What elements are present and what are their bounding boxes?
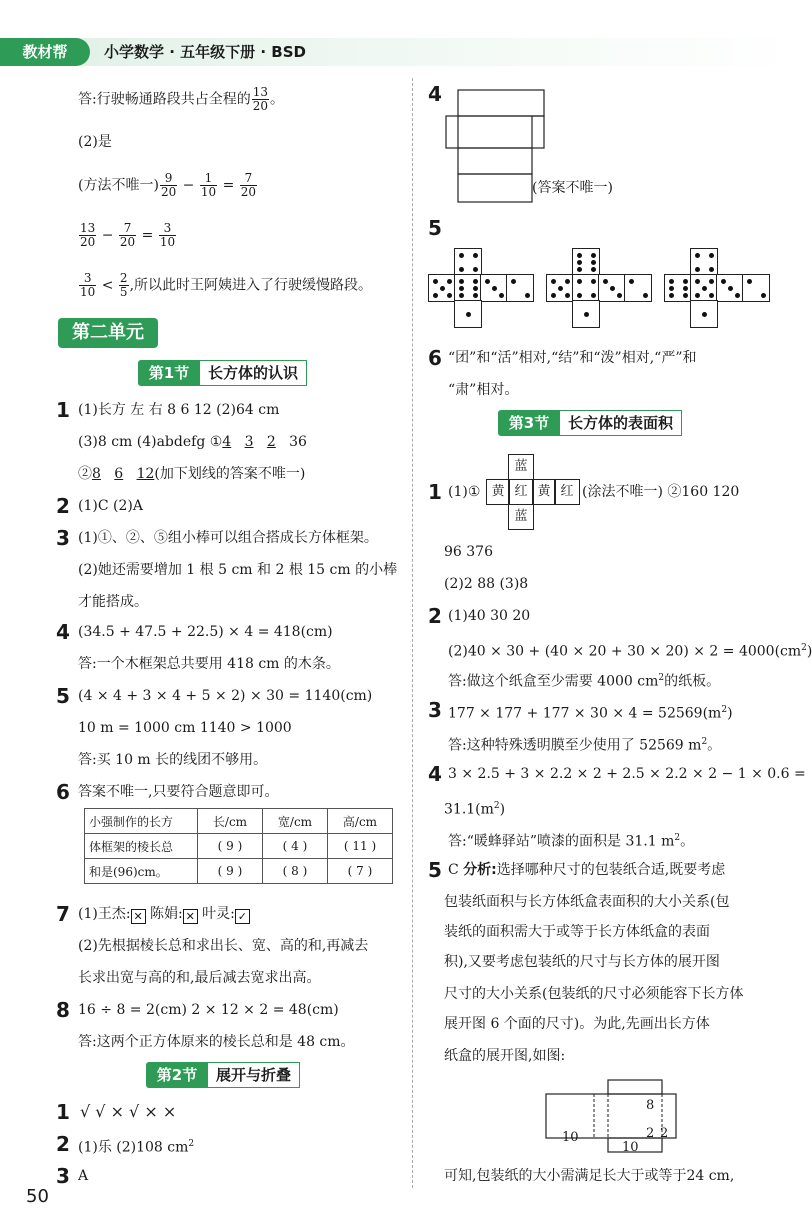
q5-line-1: (4 × 4 + 3 × 4 + 5 × 2) × 30 = 1140(cm)	[78, 688, 373, 704]
s3q5-line-4: 积),又要考虑包装纸的尺寸与长方体的展开图	[444, 954, 720, 970]
pip	[473, 286, 478, 291]
pip	[459, 279, 464, 284]
pip	[525, 293, 530, 298]
pip	[473, 293, 478, 298]
q-num-4r2: 4	[428, 762, 442, 786]
pip	[591, 267, 596, 272]
s3q5-line-6: 展开图 6 个面的尺寸)。为此,先画出长方体	[444, 1016, 710, 1032]
pip	[591, 279, 596, 284]
q3-line-1: (1)①、②、⑤组小棒可以组合搭成长方体框架。	[78, 530, 378, 546]
q4-line-1: (34.5 + 47.5 + 22.5) × 4 = 418(cm)	[78, 624, 333, 640]
die-face	[690, 274, 718, 302]
pip	[709, 267, 714, 272]
q-num-5: 5	[56, 684, 70, 708]
pip	[709, 279, 714, 284]
table-cell: 体框架的棱长总	[85, 834, 198, 859]
q6-line-1: 答案不唯一,只要符合题意即可。	[78, 784, 279, 800]
pip	[709, 293, 714, 298]
pip	[558, 286, 563, 291]
fig-label-10b: 10	[622, 1140, 639, 1155]
net-face-bottom: 蓝	[508, 504, 534, 530]
section-1-header: 第1节 长方体的认识	[138, 360, 338, 386]
die-face	[572, 274, 600, 302]
pip	[735, 293, 740, 298]
box-net-dimensions-figure	[544, 1072, 684, 1162]
s2-q3-line: A	[78, 1168, 89, 1184]
pip	[591, 253, 596, 258]
s3q5-line-3: 装纸的面积需大于或等于长方体纸盒的表面	[444, 924, 710, 940]
answer-line-3: (方法不唯一) $\frac{9}{20}$ − $\frac{1}{10}$ = $\frac{7}{20}$	[78, 171, 257, 199]
die-face	[598, 274, 626, 302]
q1-line-3: ②8 6 12(加下划线的答案不唯一)	[78, 466, 306, 482]
q-num-6r: 6	[428, 346, 442, 370]
s2-q1-line: √ √ × √ × ×	[80, 1102, 177, 1121]
pip	[511, 279, 516, 284]
q2-line: (1)C (2)A	[78, 498, 143, 514]
pip	[683, 286, 688, 291]
pip	[695, 267, 700, 272]
q-num-1b: 1	[56, 1100, 70, 1124]
pip	[492, 286, 497, 291]
q-num-3b: 3	[56, 1164, 70, 1188]
pip	[466, 312, 471, 317]
q-num-2b: 2	[56, 1132, 70, 1156]
pip	[551, 293, 556, 298]
fraction: $\frac{13}{20}$	[252, 85, 268, 113]
section-2-header: 第2节 展开与折叠	[146, 1062, 346, 1088]
s3q5-line-5: 尺寸的大小关系(包装纸的尺寸必须能容下长方体	[444, 986, 744, 1002]
pip	[721, 279, 726, 284]
s3q1-line-3: (2)2 88 (3)8	[444, 576, 529, 592]
answer-line-5: $\frac{3}{10}$ < $\frac{2}{5}$ ,所以此时王阿姨进入了行驶缓慢路段。	[80, 271, 373, 299]
s3q5-line-8: 可知,包装纸的大小需满足长大于或等于24 cm,	[444, 1168, 735, 1184]
q8-line-2: 答:这两个正方体原来的棱长总和是 48 cm。	[78, 1034, 355, 1050]
pip	[695, 293, 700, 298]
table-cell: ( 4 )	[263, 834, 328, 859]
q7-line-1: (1)王杰: ✕ 陈娟: ✕ 叶灵: ✓	[78, 904, 250, 924]
s3q2-line-2: $(2)40 \times 30 + (40 \times 20 + 30 \times 20) \times 2 = 4000(cm^2)$	[448, 643, 812, 660]
dice-nets	[428, 248, 788, 334]
cross-box-icon: ✕	[131, 909, 146, 924]
pip	[728, 286, 733, 291]
answer-line-4: $\frac{13}{20}$ − $\frac{7}{20}$ = $\frac{3}{10}$	[80, 221, 176, 249]
pip	[565, 279, 570, 284]
pip	[577, 279, 582, 284]
pip	[577, 260, 582, 265]
s3q4-line-2: $31.1(m^2)$	[444, 801, 506, 818]
die-face	[716, 274, 744, 302]
q8-line-1: 16 ÷ 8 = 2(cm) 2 × 12 × 2 = 48(cm)	[78, 1002, 339, 1018]
s3q5-line-2: 包装纸面积与长方体纸盒表面积的大小关系(包	[444, 894, 730, 910]
pip	[669, 279, 674, 284]
pip	[683, 293, 688, 298]
unit-title: 第二单元	[58, 318, 158, 348]
die-face	[572, 300, 600, 328]
q-num-8: 8	[56, 998, 70, 1022]
table-cell: ( 11 )	[328, 834, 393, 859]
die-face	[454, 248, 482, 276]
q7-line-2: (2)先根据棱长总和求出长、宽、高的和,再减去	[78, 938, 369, 954]
table-cell: ( 8 )	[263, 859, 328, 884]
q1-line-2: (3)8 cm (4)abdefg ①4 3 2 36	[78, 434, 307, 450]
box-net-figure	[444, 80, 544, 210]
table-cell: ( 7 )	[328, 859, 393, 884]
q5-line-3: 答:买 10 m 长的线团不够用。	[78, 752, 268, 768]
pip	[459, 286, 464, 291]
section-3-header: 第3节 长方体的表面积	[498, 410, 718, 436]
s3q2-line-1: (1)40 30 20	[448, 608, 531, 624]
die-face	[454, 274, 482, 302]
q-num-2r: 2	[428, 604, 442, 628]
pip	[695, 279, 700, 284]
q-num-7: 7	[56, 902, 70, 926]
pip	[629, 279, 634, 284]
r6-line-2: “肃”相对。	[448, 382, 519, 398]
answer-table-wrap	[84, 808, 393, 884]
pip	[702, 286, 707, 291]
die-face	[480, 274, 508, 302]
s3q1-post: (涂法不唯一) ②160 120	[582, 484, 740, 500]
r6-line-1: “团”和“活”相对,“结”和“泼”相对,“严”和	[448, 350, 697, 366]
fig-label-2a: 2	[646, 1126, 655, 1141]
pip	[577, 267, 582, 272]
pip	[473, 279, 478, 284]
pip	[459, 293, 464, 298]
table-cell: ( 9 )	[198, 859, 263, 884]
die-face	[690, 300, 718, 328]
s3q2-line-3: 答:做这个纸盒至少需要 4000 $cm^2$的纸板。	[448, 673, 721, 690]
pip	[683, 279, 688, 284]
die-face	[690, 248, 718, 276]
die-face	[428, 274, 456, 302]
s3q1-pre: (1)①	[448, 484, 481, 500]
table-header: 宽/cm	[263, 809, 328, 834]
pip	[643, 293, 648, 298]
pip	[433, 293, 438, 298]
s3q5-line-7: 纸盒的展开图,如图:	[444, 1048, 566, 1064]
pip	[459, 267, 464, 272]
pip	[695, 253, 700, 258]
s2-q2-line: (1)乐 (2)108 $cm^2$	[78, 1139, 195, 1156]
pip	[565, 293, 570, 298]
q-num-4r: 4	[428, 82, 442, 106]
check-box-icon: ✓	[235, 909, 250, 924]
net-face-a: 黄	[486, 479, 510, 505]
q-num-5r: 5	[428, 216, 442, 240]
pip	[709, 253, 714, 258]
net-face-b: 红	[508, 479, 534, 505]
q-num-1: 1	[56, 398, 70, 422]
q-num-6: 6	[56, 780, 70, 804]
die-face	[454, 300, 482, 328]
column-divider	[412, 78, 413, 1188]
q-num-3: 3	[56, 526, 70, 550]
cross-box-icon: ✕	[183, 909, 198, 924]
answer-line-1: 答:行驶畅通路段共占全程的 $\frac{13}{20}$ 。	[78, 85, 284, 113]
die-face	[742, 274, 770, 302]
s3q1-line-2: 96 376	[444, 544, 493, 560]
pip	[499, 293, 504, 298]
net-face-top: 蓝	[508, 454, 534, 480]
pip	[584, 312, 589, 317]
die-face	[624, 274, 652, 302]
q7-line-3: 长求出宽与高的和,最后减去宽求出高。	[78, 970, 321, 986]
q5-line-2: 10 m = 1000 cm 1140 > 1000	[78, 720, 292, 736]
net-face-d: 红	[554, 479, 580, 505]
pip	[473, 253, 478, 258]
header-title: 小学数学 · 五年级下册 · BSD	[104, 43, 306, 61]
s3q5-line-1: C 分析:选择哪种尺寸的包装纸合适,既要考虑	[448, 862, 726, 878]
fig-label-8: 8	[646, 1098, 655, 1113]
q-num-5r2: 5	[428, 858, 442, 882]
r4-note: (答案不唯一)	[532, 180, 613, 196]
pip	[591, 260, 596, 265]
pip	[610, 286, 615, 291]
pip	[447, 293, 452, 298]
pip	[747, 279, 752, 284]
fig-label-10a: 10	[562, 1130, 579, 1145]
q3-line-2: (2)她还需要增加 1 根 5 cm 和 2 根 15 cm 的小棒	[78, 562, 398, 578]
net-face-c: 黄	[532, 479, 556, 505]
pip	[551, 279, 556, 284]
table-cell: 和是(96)cm。	[85, 859, 198, 884]
pip	[473, 267, 478, 272]
answer-table	[84, 808, 393, 884]
pip	[433, 279, 438, 284]
pip	[485, 279, 490, 284]
pip	[761, 293, 766, 298]
s3q4-line-3: 答:“暖蜂驿站”喷漆的面积是 31.1 $m^2$。	[448, 833, 695, 850]
pip	[702, 312, 707, 317]
pip	[669, 293, 674, 298]
die-face	[572, 248, 600, 276]
table-cell: ( 9 )	[198, 834, 263, 859]
pip	[459, 253, 464, 258]
pip	[447, 279, 452, 284]
pip	[603, 279, 608, 284]
pip	[577, 293, 582, 298]
die-face	[546, 274, 574, 302]
pip	[577, 253, 582, 258]
table-header: 高/cm	[328, 809, 393, 834]
q-num-1r: 1	[428, 480, 442, 504]
s3q3-line-2: 答:这种特殊透明膜至少使用了 52569 $m^2$。	[448, 737, 722, 754]
q-num-4: 4	[56, 620, 70, 644]
q-num-2: 2	[56, 494, 70, 518]
header-badge: 教材帮	[0, 38, 90, 66]
pip	[440, 286, 445, 291]
table-cell: 小强制作的长方	[85, 809, 198, 834]
q1-line-1: (1)长方 左 右 8 6 12 (2)64 cm	[78, 402, 280, 418]
q-num-3r: 3	[428, 698, 442, 722]
fig-label-2b: 2	[660, 1126, 669, 1141]
die-face	[506, 274, 534, 302]
s3q4-line-1: 3 × 2.5 + 3 × 2.2 × 2 + 2.5 × 2.2 × 2 − 1 × 0.6 =	[448, 766, 806, 782]
page-number: 50	[26, 1186, 49, 1207]
s3q3-line-1: $177 \times 177 + 177 \times 30 \times 4 = 52569(m^2)$	[448, 705, 733, 722]
q3-line-3: 才能搭成。	[78, 594, 148, 610]
table-header: 长/cm	[198, 809, 263, 834]
pip	[669, 286, 674, 291]
pip	[617, 293, 622, 298]
die-face	[664, 274, 692, 302]
q4-line-2: 答:一个木框架总共要用 418 cm 的木条。	[78, 656, 340, 672]
answer-line-2: (2)是	[78, 134, 112, 150]
pip	[591, 293, 596, 298]
color-net	[486, 454, 578, 530]
